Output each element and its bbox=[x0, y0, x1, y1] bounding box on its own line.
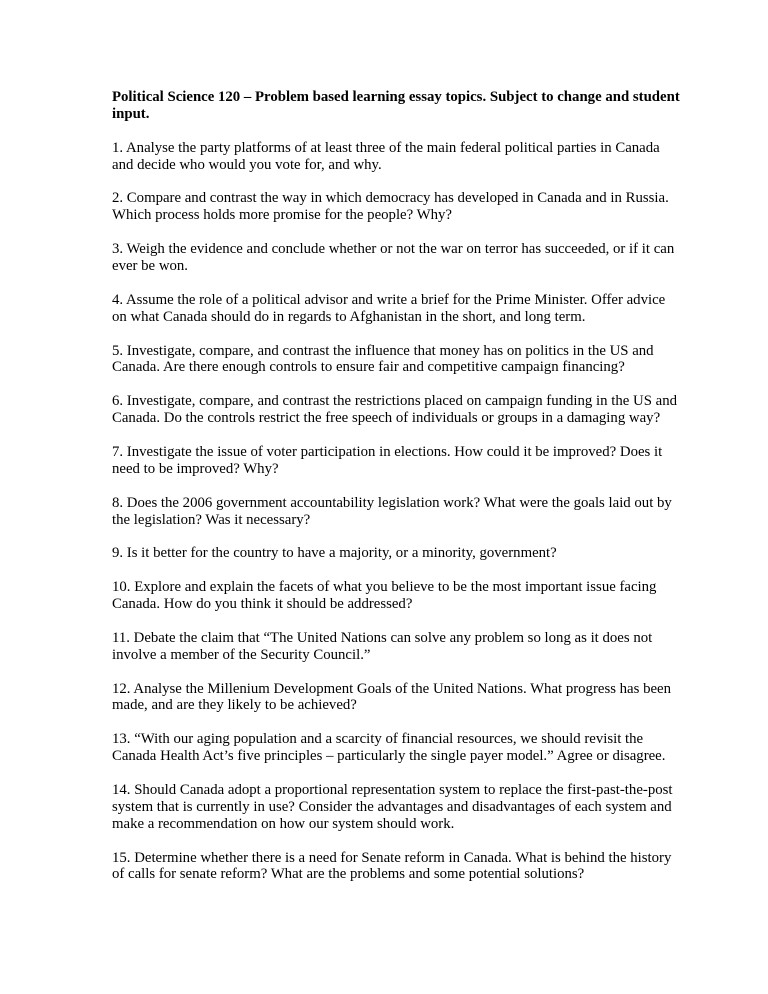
essay-topic-line: and decide who would you vote for, and why. bbox=[112, 156, 382, 173]
title-line: Political Science 120 – Problem based learning essay topics. Subject to change and student bbox=[112, 89, 680, 105]
essay-topic-item bbox=[112, 241, 675, 275]
title-line: input. bbox=[112, 105, 150, 122]
essay-topic-line: 13. “With our aging population and a scarcity of financial resources, we should revisit the bbox=[112, 731, 644, 748]
essay-topic-item bbox=[112, 630, 672, 664]
essay-topic-item bbox=[112, 444, 672, 478]
essay-topic-line: Canada. How do you think it should be addressed? bbox=[112, 596, 413, 613]
essay-topic-line: Which process holds more promise for the people? Why? bbox=[112, 207, 452, 224]
essay-topic-line: 1. Analyse the party platforms of at least three of the main federal political parties in Canada bbox=[112, 139, 660, 156]
essay-topic-list bbox=[112, 139, 677, 884]
document-title bbox=[112, 89, 680, 123]
essay-topic-line: 3. Weigh the evidence and conclude whether or not the war on terror has succeeded, or if it can bbox=[112, 241, 675, 258]
essay-topic-line: made, and are they likely to be achieved? bbox=[112, 697, 357, 714]
essay-topic-line: 8. Does the 2006 government accountability legislation work? What were the goals laid out by bbox=[112, 494, 672, 511]
essay-topic-line: 5. Investigate, compare, and contrast the influence that money has on politics in the US and bbox=[112, 342, 654, 359]
essay-topic-line: system that is currently in use? Consider the advantages and disadvantages of each system and bbox=[112, 798, 672, 815]
essay-topic-line: Canada Health Act’s five principles – particularly the single payer model.” Agree or disagree. bbox=[112, 748, 666, 765]
essay-topic-line: 12. Analyse the Millenium Development Goals of the United Nations. What progress has been bbox=[112, 680, 672, 697]
essay-topic-line: ever be won. bbox=[112, 258, 189, 275]
document-page bbox=[112, 89, 680, 900]
essay-topic-item bbox=[112, 681, 672, 715]
essay-topic-line: Canada. Are there enough controls to ensure fair and competitive campaign financing? bbox=[112, 359, 625, 376]
essay-topic-line: 2. Compare and contrast the way in which democracy has developed in Canada and in Russia. bbox=[112, 190, 669, 207]
essay-topic-item bbox=[112, 579, 672, 613]
essay-topic-item bbox=[112, 343, 672, 377]
essay-topic-item bbox=[112, 190, 672, 224]
essay-topic-item bbox=[112, 731, 672, 765]
essay-topic-item bbox=[112, 850, 672, 884]
essay-topic-item bbox=[112, 393, 677, 427]
essay-topic-line: 11. Debate the claim that “The United Nations can solve any problem so long as it does not bbox=[112, 629, 653, 646]
essay-topic-item bbox=[112, 782, 672, 833]
essay-topic-line: 14. Should Canada adopt a proportional representation system to replace the first-past-the-post bbox=[112, 781, 673, 798]
essay-topic-line: 15. Determine whether there is a need for Senate reform in Canada. What is behind the history bbox=[112, 849, 672, 866]
essay-topic-item bbox=[112, 140, 672, 174]
essay-topic-item bbox=[112, 292, 672, 326]
essay-topic-line: make a recommendation on how our system should work. bbox=[112, 815, 455, 832]
essay-topic-line: of calls for senate reform? What are the problems and some potential solutions? bbox=[112, 866, 585, 883]
essay-topic-line: 6. Investigate, compare, and contrast the restrictions placed on campaign funding in the US and bbox=[112, 393, 677, 410]
essay-topic-line: need to be improved? Why? bbox=[112, 460, 279, 477]
essay-topic-line: 7. Investigate the issue of voter participation in elections. How could it be improved? Does it bbox=[112, 443, 663, 460]
essay-topic-item bbox=[112, 495, 672, 529]
essay-topic-line: 4. Assume the role of a political advisor and write a brief for the Prime Minister. Offer advice bbox=[112, 291, 666, 308]
essay-topic-line: Canada. Do the controls restrict the free speech of individuals or groups in a damaging way? bbox=[112, 410, 661, 427]
essay-topic-line: involve a member of the Security Council.” bbox=[112, 646, 371, 663]
essay-topic-line: 10. Explore and explain the facets of what you believe to be the most important issue facing bbox=[112, 579, 657, 596]
essay-topic-line: on what Canada should do in regards to Afghanistan in the short, and long term. bbox=[112, 308, 586, 325]
essay-topic-item bbox=[112, 545, 672, 562]
essay-topic-line: the legislation? Was it necessary? bbox=[112, 511, 311, 528]
essay-topic-line: 9. Is it better for the country to have a majority, or a minority, government? bbox=[112, 545, 557, 562]
